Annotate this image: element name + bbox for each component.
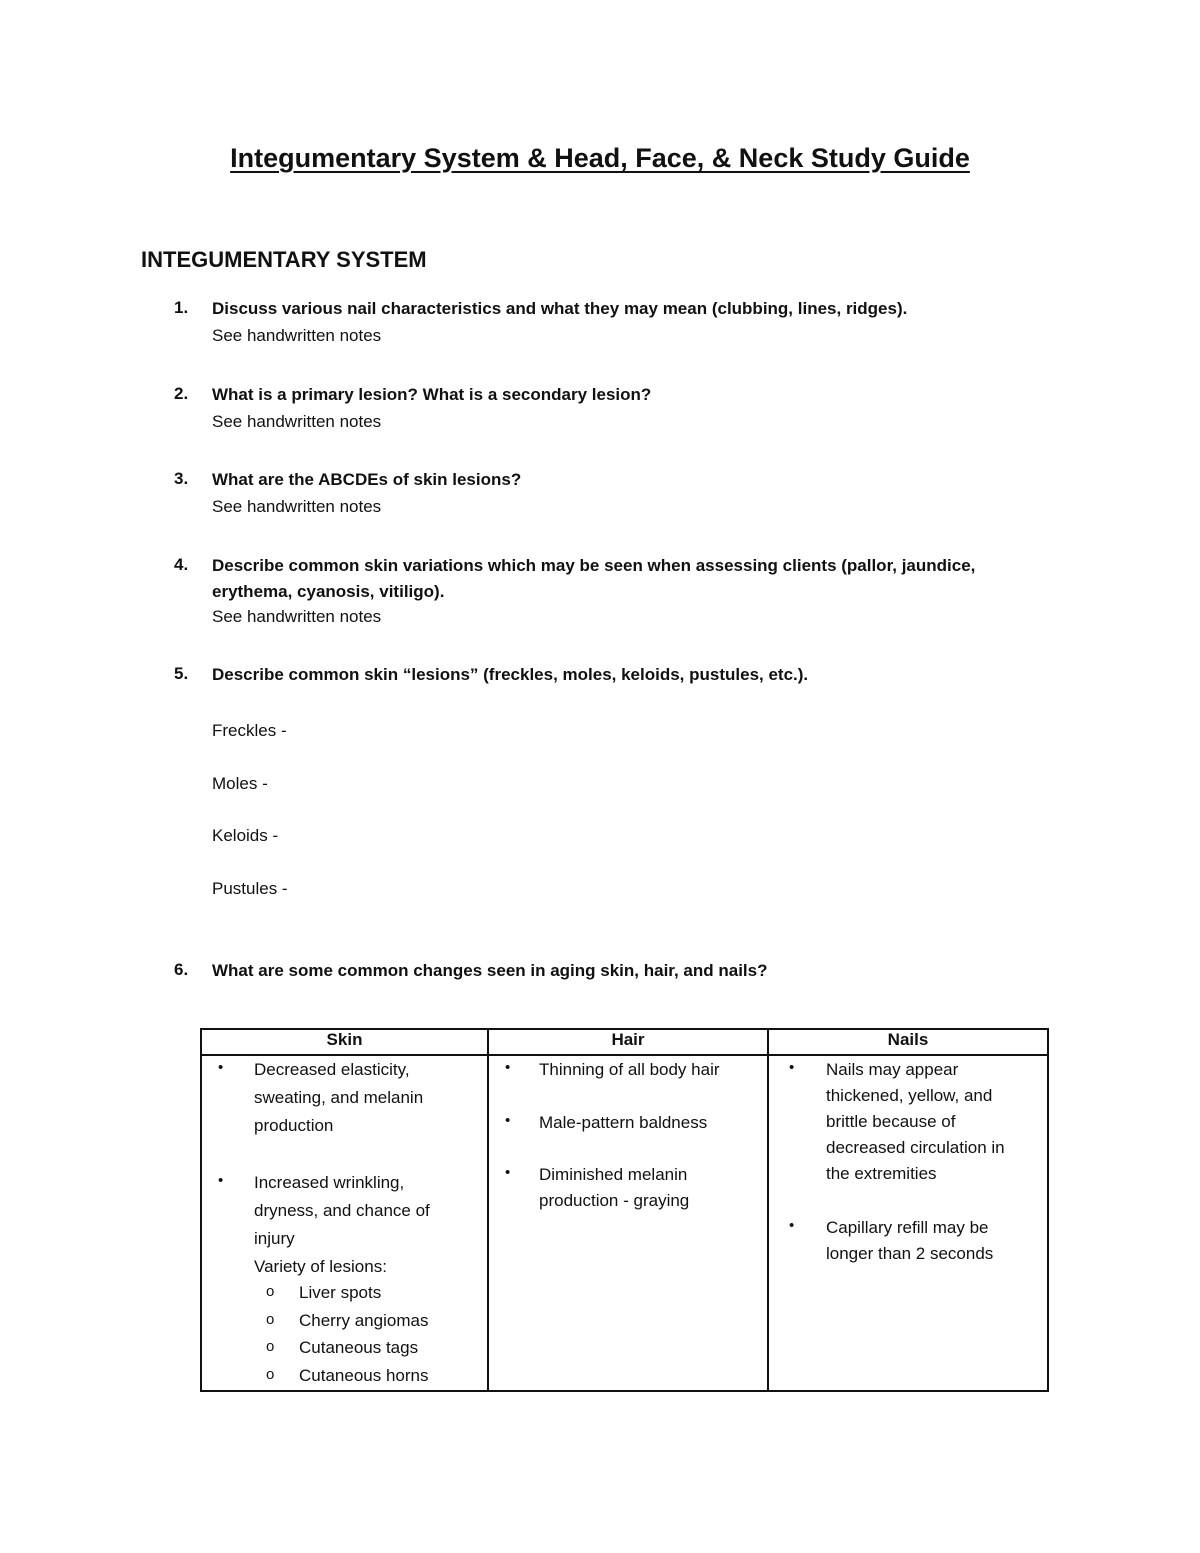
table-row [201, 1055, 1048, 1391]
list-item-cont: injury [254, 1229, 295, 1248]
sub-bullet-icon: o [266, 1366, 275, 1383]
question-note: See handwritten notes [212, 497, 382, 516]
question-number: 5. [174, 664, 189, 683]
lesion-freckles: Freckles - [212, 721, 287, 740]
sub-list-item: Cutaneous tags [299, 1338, 419, 1357]
sub-list-item: Cutaneous horns [299, 1366, 429, 1385]
header-skin: Skin [201, 1029, 488, 1055]
variety-label: Variety of lesions: [254, 1257, 387, 1276]
question-number: 2. [174, 384, 189, 403]
sub-list-item: Cherry angiomas [299, 1311, 429, 1330]
question-note: See handwritten notes [212, 326, 382, 345]
sub-bullet-icon: o [266, 1283, 275, 1300]
bullet-icon: • [505, 1164, 511, 1181]
question-note: See handwritten notes [212, 412, 382, 431]
bullet-icon: • [505, 1112, 511, 1129]
question-text-line-1: Describe common skin variations which may be seen when assessing clients (pallor, jaundice, [212, 556, 976, 575]
hair-cell [488, 1055, 768, 1391]
list-item-cont: sweating, and melanin [254, 1088, 424, 1107]
list-item: Thinning of all body hair [539, 1060, 720, 1079]
bullet-icon: • [218, 1059, 224, 1076]
bullet-icon: • [218, 1172, 224, 1189]
section-heading: INTEGUMENTARY SYSTEM [141, 247, 427, 272]
question-text: Discuss various nail characteristics and what they may mean (clubbing, lines, ridges). [212, 299, 908, 318]
sub-bullet-icon: o [266, 1311, 275, 1328]
question-text: What are some common changes seen in aging skin, hair, and nails? [212, 961, 768, 980]
question-number: 1. [174, 298, 189, 317]
list-item-cont: production [254, 1116, 334, 1135]
list-item-cont: dryness, and chance of [254, 1201, 430, 1220]
list-item: Capillary refill may be [826, 1218, 989, 1237]
aging-changes-table [200, 1028, 1049, 1392]
bullet-icon: • [789, 1217, 795, 1234]
question-text: Describe common skin “lesions” (freckles, moles, keloids, pustules, etc.). [212, 665, 809, 684]
nails-cell [768, 1055, 1048, 1391]
list-item-cont: brittle because of [826, 1112, 956, 1131]
lesion-pustules: Pustules - [212, 879, 288, 898]
list-item-cont: decreased circulation in [826, 1138, 1005, 1157]
question-number: 4. [174, 555, 189, 574]
list-item-cont: the extremities [826, 1164, 937, 1183]
list-item-cont: longer than 2 seconds [826, 1244, 994, 1263]
bullet-icon: • [789, 1059, 795, 1076]
list-item: Increased wrinkling, [254, 1173, 405, 1192]
table-header-row [201, 1029, 1048, 1055]
list-item: Decreased elasticity, [254, 1060, 410, 1079]
sub-bullet-icon: o [266, 1338, 275, 1355]
question-note: See handwritten notes [212, 607, 382, 626]
header-hair: Hair [488, 1029, 768, 1055]
list-item: Male-pattern baldness [539, 1113, 708, 1132]
question-text-line-2: erythema, cyanosis, vitiligo). [212, 582, 445, 601]
list-item: Nails may appear [826, 1060, 959, 1079]
question-text: What are the ABCDEs of skin lesions? [212, 470, 522, 489]
sub-list-item: Liver spots [299, 1283, 382, 1302]
header-nails: Nails [768, 1029, 1048, 1055]
question-text: What is a primary lesion? What is a secondary lesion? [212, 385, 652, 404]
bullet-icon: • [505, 1059, 511, 1076]
list-item: Diminished melanin [539, 1165, 688, 1184]
skin-cell [201, 1055, 488, 1391]
question-number: 6. [174, 960, 189, 979]
list-item-cont: production - graying [539, 1191, 690, 1210]
document-title: Integumentary System & Head, Face, & Neck Study Guide [230, 143, 970, 173]
lesion-moles: Moles - [212, 774, 268, 793]
lesion-keloids: Keloids - [212, 826, 279, 845]
question-number: 3. [174, 469, 189, 488]
list-item-cont: thickened, yellow, and [826, 1086, 993, 1105]
